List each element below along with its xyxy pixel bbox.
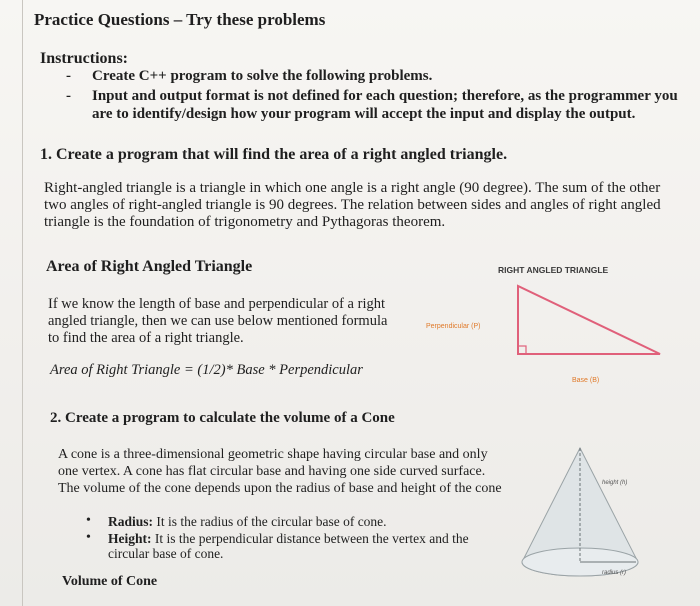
- height-bullet-cont: circular base of cone.: [108, 546, 224, 561]
- q1-intro-line: Right-angled triangle is a triangle in which one angle is a right angle (90 degree). The sum of the other: [44, 180, 661, 196]
- height-label: height (h): [602, 480, 628, 486]
- q1-body-line: to find the area of a right triangle.: [48, 330, 244, 346]
- radius-text: It is the radius of the circular base of cone.: [153, 514, 387, 529]
- q2-body-line: one vertex. A cone has flat circular base and having one side curved surface.: [58, 464, 486, 479]
- instruction-dash: -: [66, 68, 71, 84]
- instruction-dash: -: [66, 88, 71, 104]
- bullet-dot: •: [86, 530, 91, 545]
- height-term: Height:: [108, 531, 152, 546]
- q1-intro-line: two angles of right-angled triangle is 90 degrees. The relation between sides and angles of right angled: [44, 197, 661, 213]
- instructions-heading: Instructions:: [40, 50, 129, 67]
- instruction-item-2: Input and output format is not defined for each question; therefore, as the programmer you: [92, 88, 678, 104]
- page-title: Practice Questions – Try these problems: [34, 10, 326, 29]
- cone-diagram: [510, 440, 680, 590]
- right-angle-marker: [518, 346, 526, 354]
- radius-term: Radius:: [108, 514, 154, 529]
- question-1-heading: 1. Create a program that will find the area of a right angled triangle.: [40, 146, 508, 163]
- instruction-item-1: Create C++ program to solve the following problems.: [92, 68, 433, 84]
- height-bullet: [108, 531, 469, 546]
- height-text: It is the perpendicular distance between the vertex and the: [151, 531, 469, 546]
- volume-heading: Volume of Cone: [62, 574, 158, 589]
- triangle-shape: [518, 286, 660, 354]
- area-subheading: Area of Right Angled Triangle: [46, 258, 253, 275]
- perpendicular-label: Perpendicular (P): [426, 323, 481, 330]
- q2-body-line: The volume of the cone depends upon the radius of base and height of the cone: [58, 481, 502, 496]
- right-triangle-diagram: [420, 262, 680, 392]
- q2-body-line: A cone is a three-dimensional geometric shape having circular base and only: [58, 447, 488, 462]
- diagram-title: RIGHT ANGLED TRIANGLE: [498, 265, 609, 275]
- radius-label: radius (r): [602, 570, 627, 576]
- q1-body-line: If we know the length of base and perpendicular of a right: [48, 296, 386, 312]
- q1-body-line: angled triangle, then we can use below mentioned formula: [48, 313, 388, 329]
- q1-intro-line: triangle is the foundation of trigonometry and Pythagoras theorem.: [44, 214, 446, 230]
- radius-bullet: [108, 514, 387, 529]
- area-formula: Area of Right Triangle = (1/2)* Base * Perpendicular: [50, 362, 363, 378]
- bullet-dot: •: [86, 513, 91, 528]
- base-label: Base (B): [572, 377, 600, 384]
- question-2-heading: 2. Create a program to calculate the volume of a Cone: [50, 410, 395, 426]
- instruction-item-2-cont: are to identify/design how your program will accept the input and display the output.: [92, 106, 636, 122]
